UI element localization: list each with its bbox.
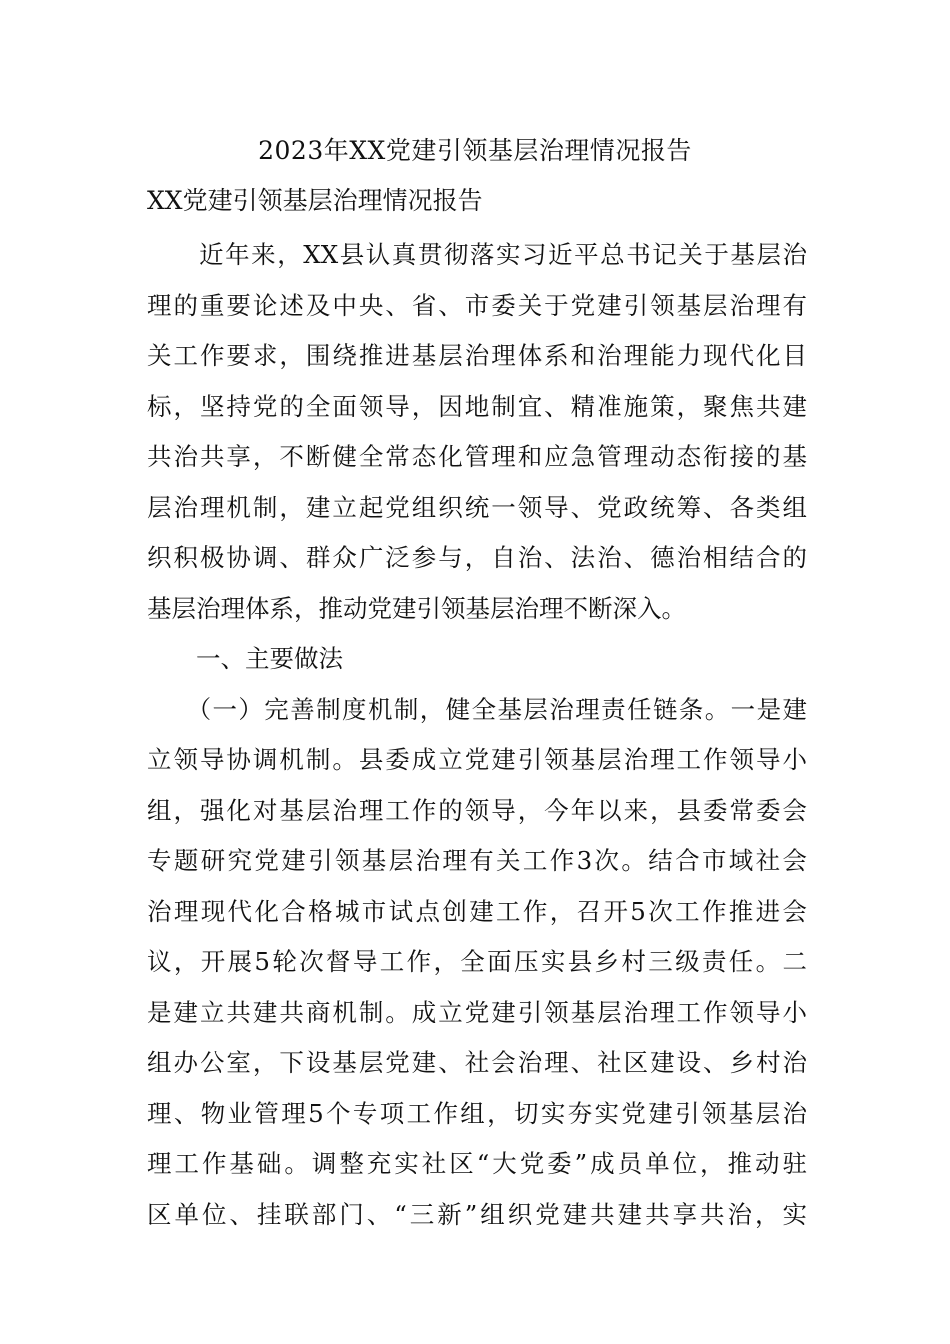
paragraph-2-line: 专题研究党建引领基层治理有关工作3次。结合市域社会 <box>147 846 807 875</box>
paragraph-2-line: 治理现代化合格城市试点创建工作，召开5次工作推进会 <box>147 896 807 926</box>
paragraph-1-line: 标，坚持党的全面领导，因地制宜、精准施策，聚焦共建 <box>147 391 807 421</box>
paragraph-2-line: 议，开展5轮次督导工作，全面压实县乡村三级责任。二 <box>147 947 807 976</box>
paragraph-2-line: 是建立共建共商机制。成立党建引领基层治理工作领导小 <box>147 997 807 1027</box>
paragraph-2-line: 立领导协调机制。县委成立党建引领基层治理工作领导小 <box>147 745 807 774</box>
paragraph-2-line: 理、物业管理5个专项工作组，切实夯实党建引领基层治 <box>147 1098 807 1128</box>
paragraph-1-line: 基层治理体系，推动党建引领基层治理不断深入。 <box>147 593 686 623</box>
paragraph-1-line: 理的重要论述及中央、省、市委关于党建引领基层治理有 <box>147 290 807 320</box>
paragraph-2-line: （一）完善制度机制，健全基层治理责任链条。一是建 <box>147 694 807 724</box>
paragraph-2-line: 组，强化对基层治理工作的领导，今年以来，县委常委会 <box>147 795 807 825</box>
paragraph-2-line: 理工作基础。调整充实社区“大党委”成员单位，推动驻 <box>147 1149 807 1178</box>
paragraph-2-line: 区单位、挂联部门、“三新”组织党建共建共享共治，实 <box>147 1199 807 1229</box>
document-subtitle: XX党建引领基层治理情况报告 <box>147 186 483 215</box>
paragraph-1-line: 关工作要求，围绕推进基层治理体系和治理能力现代化目 <box>147 341 807 370</box>
paragraph-1-line: 共治共享，不断健全常态化管理和应急管理动态衔接的基 <box>147 442 807 471</box>
paragraph-2-line: 组办公室，下设基层党建、社会治理、社区建设、乡村治 <box>147 1048 807 1077</box>
paragraph-1-line: 层治理机制，建立起党组织统一领导、党政统筹、各类组 <box>147 492 807 522</box>
document-title: 2023年XX党建引领基层治理情况报告 <box>258 136 692 165</box>
paragraph-1-line: 近年来，XX县认真贯彻落实习近平总书记关于基层治 <box>147 240 807 269</box>
paragraph-1-line: 织积极协调、群众广泛参与，自治、法治、德治相结合的 <box>147 543 807 572</box>
document-body <box>147 230 807 1240</box>
section-heading: 一、主要做法 <box>147 644 343 673</box>
